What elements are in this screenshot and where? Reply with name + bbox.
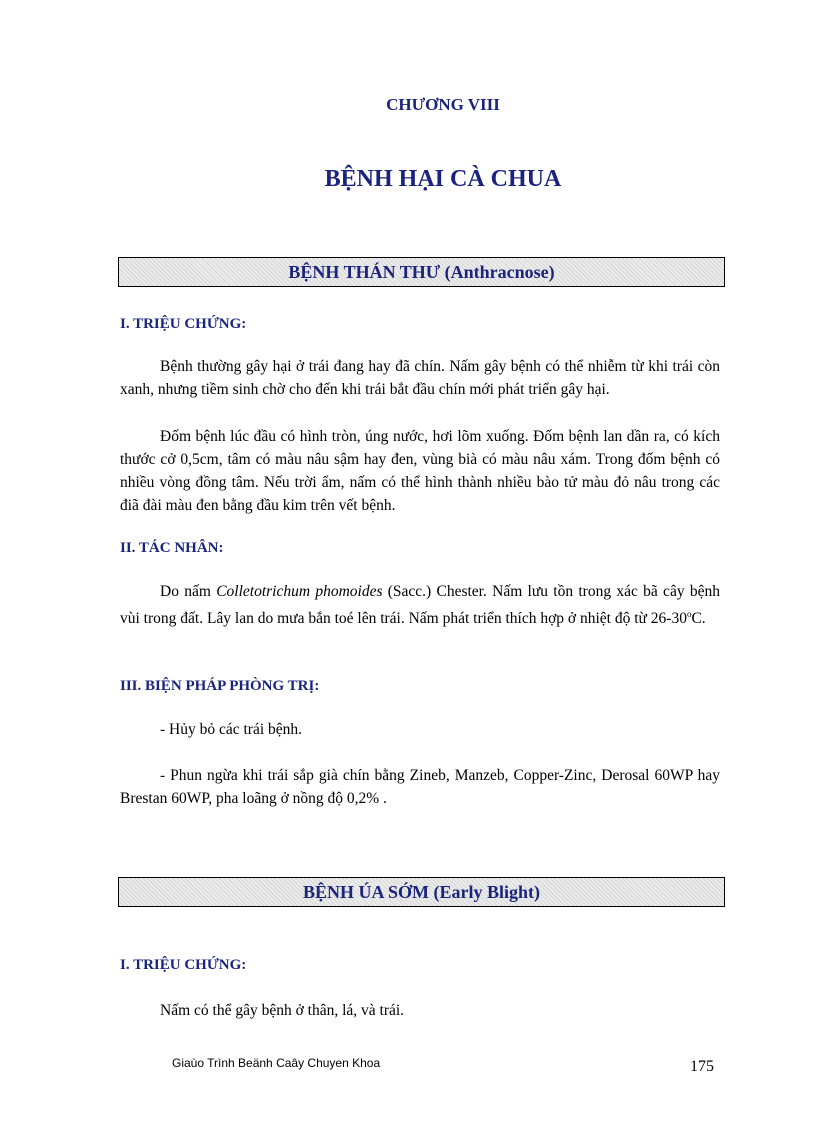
chapter-label: CHƯƠNG VIII bbox=[386, 95, 500, 114]
heading-causal-agent: II. TÁC NHÂN: bbox=[120, 540, 224, 556]
heading-symptoms: I. TRIỆU CHỨNG: bbox=[120, 316, 247, 332]
text-run: C. bbox=[691, 610, 706, 628]
degree-sup: o bbox=[686, 609, 692, 619]
page-number: 175 bbox=[690, 1058, 714, 1075]
species-name: Colletotrichum phomoides bbox=[216, 583, 383, 600]
section-banner-anthracnose bbox=[118, 257, 725, 287]
heading-symptoms-2: I. TRIỆU CHỨNG: bbox=[120, 957, 247, 973]
paragraph: Bệnh thường gây hại ở trái đang hay đã chín. Nấm gây bệnh có thể nhiễm từ khi trái còn xanh, nhưng tiềm sinh chờ cho đến khi trái bắt đầu chín mới phát triển gây hại. bbox=[120, 358, 720, 398]
chapter-title: BỆNH HẠI CÀ CHUA bbox=[324, 166, 562, 192]
paragraph: Nấm có thể gây bệnh ở thân, lá, và trái. bbox=[160, 1002, 405, 1019]
paragraph-causal-agent bbox=[120, 580, 720, 630]
section-banner-title: BỆNH THÁN THƯ (Anthracnose) bbox=[288, 261, 555, 282]
section-banner-early-blight bbox=[118, 877, 725, 907]
paragraph: Đốm bệnh lúc đầu có hình tròn, úng nước, hơi lõm xuống. Đốm bệnh lan dần ra, có kích thước cở 0,5cm, tâm có màu nâu sậm hay đen, vùng bià có màu nâu xám. Trong đốm bệnh có nhiều vòng đồng tâm. Nếu trời ẩm, nấm có thể hình thành nhiều bào tử màu đỏ nâu trong các điã đài màu đen bằng đầu kim trên vết bệnh. bbox=[120, 428, 720, 514]
paragraph: - Hủy bỏ các trái bệnh. bbox=[160, 721, 303, 738]
heading-control: III. BIỆN PHÁP PHÒNG TRỊ: bbox=[120, 678, 320, 694]
text-run: (Sacc.) Chester. Nấm lưu tồn trong xác bã cây bệnh vùi trong đất. Lây lan do mưa bắn toé lên trái. Nấm phát triển thích hợp ở nhiệt độ từ 26-30 bbox=[120, 583, 720, 628]
section-banner-title: BỆNH ÚA SỚM (Early Blight) bbox=[302, 881, 540, 902]
paragraph: - Phun ngừa khi trái sắp già chín bằng Zineb, Manzeb, Copper-Zinc, Derosal 60WP hay Brestan 60WP, pha loãng ở nồng độ 0,2% . bbox=[120, 767, 720, 807]
text-run: Do nấm bbox=[160, 583, 217, 600]
footer-book-title: Giaùo Trình Beänh Caây Chuyen Khoa bbox=[172, 1056, 381, 1070]
